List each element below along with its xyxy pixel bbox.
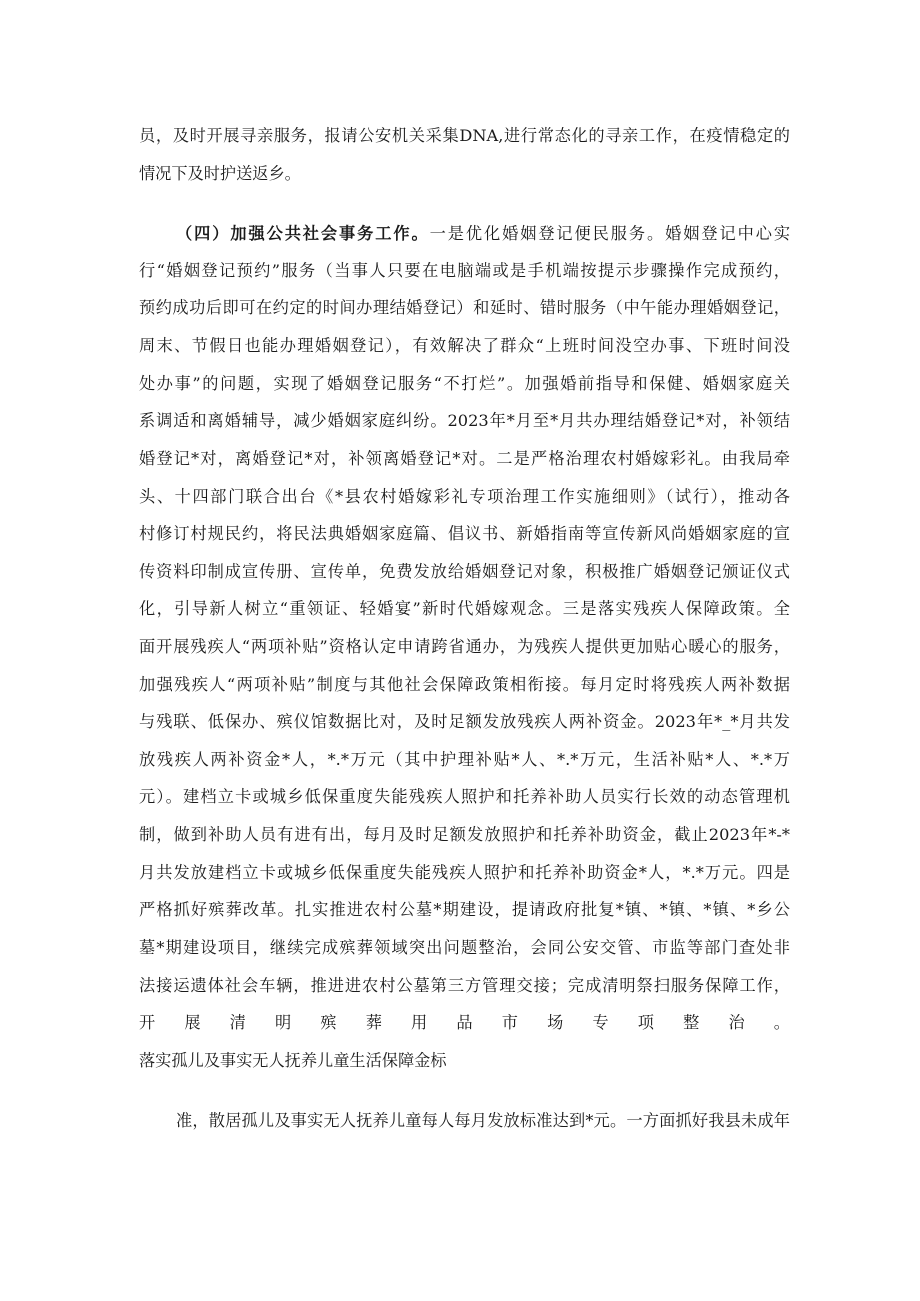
text-line: 员，及时开展寻亲服务，报请公安机关采集DNA,进行常态化的寻亲工作，在疫情稳定的: [139, 126, 790, 145]
text-line: 严格抓好殡葬改革。扎实推进农村公墓*期建设，提请政府批复*镇、*镇、*镇、*乡公: [139, 900, 790, 919]
text-line: 化，引导新人树立“重领证、轻婚宴”新时代婚嫁观念。三是落实残疾人保障政策。全: [139, 599, 790, 618]
text-line: 村修订村规民约，将民法典婚姻家庭篇、倡议书、新婚指南等宣传新风尚婚姻家庭的宣: [139, 524, 790, 543]
text-line: 落实孤儿及事实无人抚养儿童生活保障金标: [139, 1051, 447, 1070]
text-line: 月共发放建档立卡或城乡低保重度失能残疾人照护和托养补助资金*人，*.*万元。四是: [139, 863, 790, 882]
text-line: 系调适和离婚辅导，减少婚姻家庭纠纷。2023年*月至*月共办理结婚登记*对，补领结: [139, 411, 790, 430]
text-line: 墓*期建设项目，继续完成殡葬领域突出问题整治，会同公安交管、市监等部门查处非: [139, 938, 790, 957]
text-line: 放残疾人两补资金*人，*.*万元（其中护理补贴*人、*.*万元，生活补贴*人、*.*万: [139, 750, 790, 769]
text-line: 情况下及时护送返乡。: [139, 164, 301, 183]
text-line: 开展清明殡葬用品市场专项整治。: [139, 1013, 790, 1032]
text-line: 头、十四部门联合出台《*县农村婚嫁彩礼专项治理工作实施细则》（试行），推动各: [139, 487, 790, 506]
section-4-first-line: （四）加强公共社会事务工作。一是优化婚姻登记便民服务。婚姻登记中心实: [176, 224, 790, 243]
section-5-first-line: 准，散居孤儿及事实无人抚养儿童每人每月发放标准达到*元。一方面抓好我县未成年: [176, 1111, 790, 1130]
section-heading-4: （四）加强公共社会事务工作。: [176, 224, 430, 243]
text-line: 周末、节假日也能办理婚姻登记），有效解决了群众“上班时间没空办事、下班时间没: [139, 336, 790, 355]
text-line: 法接运遗体社会车辆，推进进农村公墓第三方管理交接；完成清明祭扫服务保障工作，: [139, 976, 790, 995]
text-line: 传资料印制成宣传册、宣传单，免费发放给婚姻登记对象，积极推广婚姻登记颁证仪式: [139, 562, 790, 581]
text-line: 行“婚姻登记预约”服务（当事人只要在电脑端或是手机端按提示步骤操作完成预约，: [139, 261, 790, 280]
text-line: 预约成功后即可在约定的时间办理结婚登记）和延时、错时服务（中午能办理婚姻登记，: [139, 298, 790, 317]
text-line: 与残联、低保办、殡仪馆数据比对，及时足额发放残疾人两补资金。2023年*_*月共发: [139, 712, 790, 731]
text-line: 婚登记*对，离婚登记*对，补领离婚登记*对。二是严格治理农村婚嫁彩礼。由我局牵: [139, 449, 790, 468]
text-line: 加强残疾人“两项补贴”制度与其他社会保障政策相衔接。每月定时将残疾人两补数据: [139, 675, 790, 694]
text-line: 面开展残疾人“两项补贴”资格认定申请跨省通办，为残疾人提供更加贴心暖心的服务，: [139, 637, 790, 656]
text-line: 元）。建档立卡或城乡低保重度失能残疾人照护和托养补助人员实行长效的动态管理机: [139, 787, 790, 806]
text-line: 制，做到补助人员有进有出，每月及时足额发放照护和托养补助资金，截止2023年*-*: [139, 825, 790, 844]
text-line: 处办事”的问题，实现了婚姻登记服务“不打烂”。加强婚前指导和保健、婚姻家庭关: [139, 374, 790, 393]
